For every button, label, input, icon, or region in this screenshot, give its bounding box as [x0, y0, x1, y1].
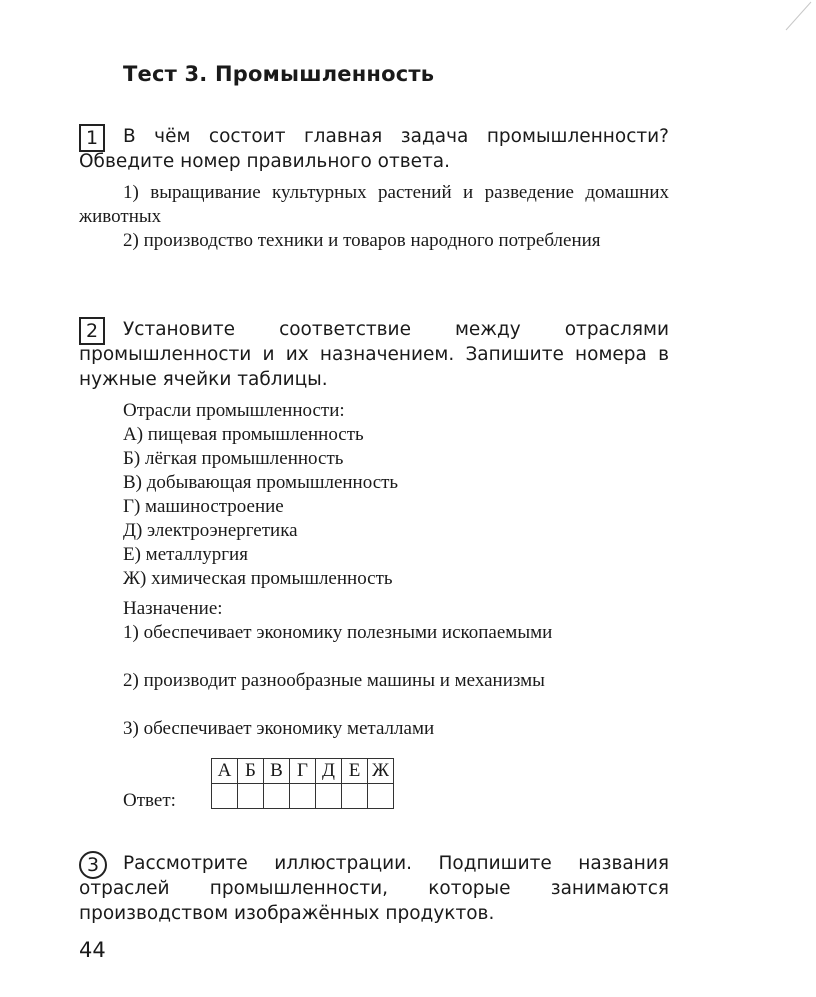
- answer-label: Ответ:: [123, 790, 176, 811]
- task-3-number: 3: [79, 851, 107, 879]
- branches-heading: Отрасли промышленности:: [123, 400, 345, 421]
- branch-item: Б) лёгкая промышленность: [123, 448, 344, 469]
- task-2-question: Установите соответствие между отраслями промышленности и их назначением. Запишите номера в нужные ячейки таблицы.: [79, 319, 669, 390]
- branch-item: Г) машиностроение: [123, 496, 284, 517]
- purpose-item: 2) производит разнообразные машины и механизмы: [123, 670, 545, 691]
- answer-cell-g[interactable]: [290, 784, 316, 809]
- task-1-option-2[interactable]: 2) производство техники и товаров народного потребления: [123, 230, 601, 251]
- page-corner-mark: [716, 0, 816, 40]
- task-2-number: 2: [79, 317, 105, 345]
- task-1-question: В чём состоит главная задача промышленности? Обведите номер правильного ответа.: [79, 126, 669, 172]
- answer-cell-v[interactable]: [264, 784, 290, 809]
- purpose-heading: Назначение:: [123, 598, 223, 619]
- purpose-item: 3) обеспечивает экономику металлами: [123, 718, 435, 739]
- answer-cell-a[interactable]: [212, 784, 238, 809]
- answer-cell-b[interactable]: [238, 784, 264, 809]
- answer-header-cell: Д: [316, 759, 342, 784]
- task-3-question: Рассмотрите иллюстрации. Подпишите названия отраслей промышленности, которые занимаются производством изображённых продуктов.: [79, 853, 669, 924]
- answer-cell-d[interactable]: [316, 784, 342, 809]
- purpose-item: 1) обеспечивает экономику полезными ископаемыми: [123, 622, 553, 643]
- task-1-option-1[interactable]: 1) выращивание культурных растений и разведение домашних животных: [79, 182, 669, 227]
- branch-item: А) пищевая промышленность: [123, 424, 364, 445]
- answer-header-cell: В: [264, 759, 290, 784]
- task-1-number: 1: [79, 124, 105, 152]
- answer-input-row: [212, 784, 394, 809]
- answer-cell-zh[interactable]: [368, 784, 394, 809]
- branch-item: Ж) химическая промышленность: [123, 568, 393, 589]
- answer-header-row: [212, 759, 394, 784]
- branch-item: Е) металлургия: [123, 544, 248, 565]
- answer-cell-e[interactable]: [342, 784, 368, 809]
- page-number: 44: [79, 938, 106, 962]
- answer-header-cell: Ж: [368, 759, 394, 784]
- answer-header-cell: Б: [238, 759, 264, 784]
- branch-item: В) добывающая промышленность: [123, 472, 399, 493]
- answer-header-cell: А: [212, 759, 238, 784]
- answer-table: [211, 758, 394, 809]
- page-title: Тест 3. Промышленность: [123, 62, 435, 86]
- answer-header-cell: Е: [342, 759, 368, 784]
- branch-item: Д) электроэнергетика: [123, 520, 298, 541]
- answer-header-cell: Г: [290, 759, 316, 784]
